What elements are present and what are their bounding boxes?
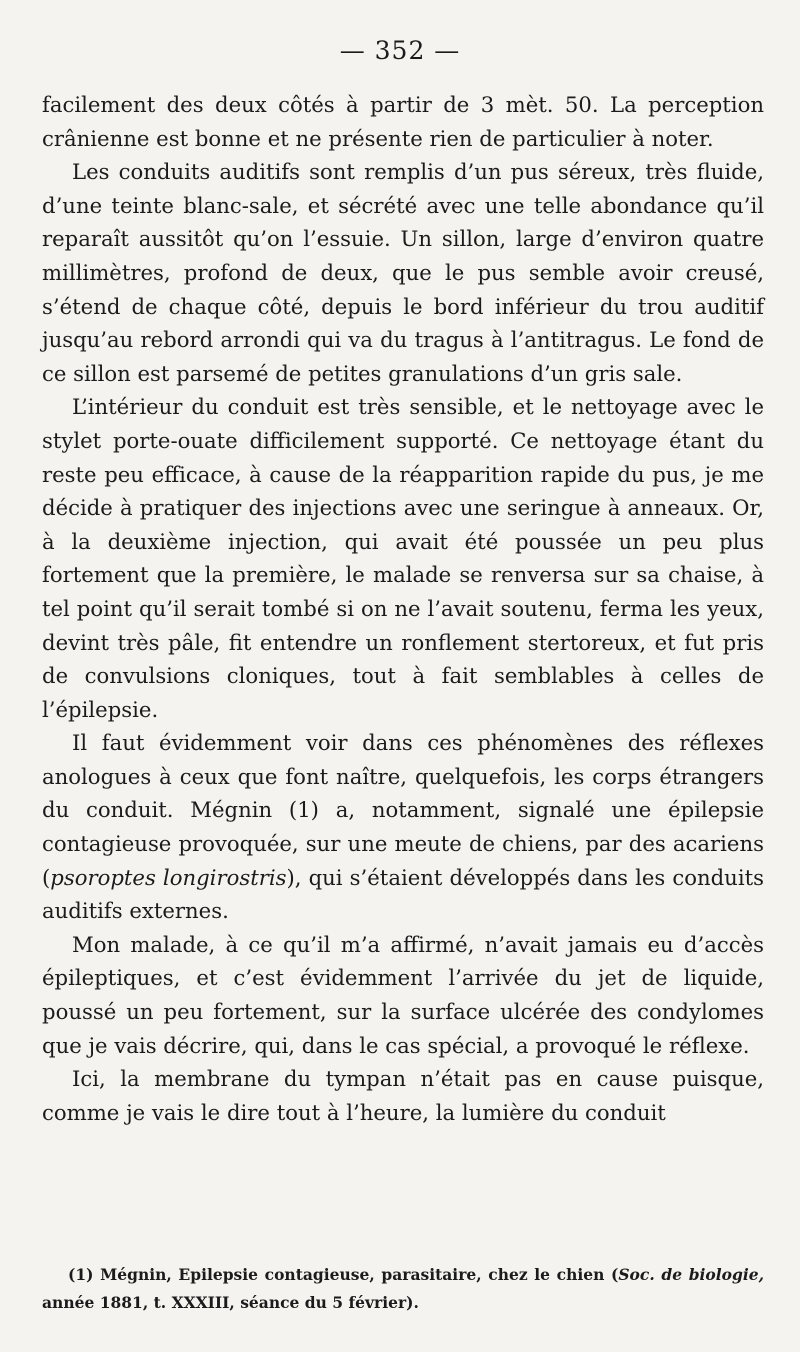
footnote	[42, 1261, 764, 1317]
paragraph-4	[42, 726, 764, 928]
paragraph-2: Les conduits auditifs sont remplis d’un pus séreux, très fluide, d’une teinte blanc-sale, et sécrété avec une telle abondance qu’il reparaît aussitôt qu’on l’essuie. Un sillon, large d’environ quatre millimètres, profond de deux, que le pus semble avoir creusé, s’étend de chaque côté, depuis le bord inférieur du trou auditif jusqu’au rebord arrondi qui va du tragus à l’antitragus. Le fond de ce sillon est parsemé de petites granulations d’un gris sale.	[42, 159, 764, 386]
paragraph-6: Ici, la membrane du tympan n’était pas en cause puisque, comme je vais le dire tout à l’heure, la lumière du conduit	[42, 1066, 764, 1125]
footnote-text-start: (1) Mégnin, Epilepsie contagieuse, parasitaire, chez le chien (	[68, 1265, 619, 1284]
footnote-text-end: année 1881, t. XXXIII, séance du 5 février).	[42, 1293, 419, 1312]
paragraph-4-text-end: ), qui s’étaient développés dans les conduits auditifs externes.	[42, 864, 764, 924]
paragraph-5: Mon malade, à ce qu’il m’a affirmé, n’avait jamais eu d’accès épileptiques, et c’est évidemment l’arrivée du jet de liquide, poussé un peu fortement, sur la surface ulcérée des condylomes que je vais décrire, qui, dans le cas spécial, a provoqué le réflexe.	[42, 931, 764, 1058]
page-number: — 352 —	[339, 36, 461, 65]
footnote-journal: Soc. de biologie,	[618, 1265, 764, 1284]
species-name: psoroptes longirostris	[50, 864, 287, 890]
paragraph-1: facilement des deux côtés à partir de 3 mèt. 50. La perception crânienne est bonne et ne présente rien de particulier à noter.	[42, 92, 764, 151]
paragraph-3: L’intérieur du conduit est très sensible, et le nettoyage avec le stylet porte-ouate difficilement supporté. Ce nettoyage étant du reste peu efficace, à cause de la réapparition rapide du pus, je me décide à pratiquer des injections avec une seringue à anneaux. Or, à la deuxième injection, qui avait été poussée un peu plus fortement que la première, le malade se renversa sur sa chaise, à tel point qu’il serait tombé si on ne l’avait soutenu, ferma les yeux, devint très pâle, fit entendre un ronflement stertoreux, et fut pris de convulsions cloniques, tout à fait semblables à celles de l’épilepsie.	[42, 394, 764, 722]
paragraph-4-text-start: Il faut évidemment voir dans ces phénomènes des réflexes anologues à ceux que font naître, quelquefois, les corps étrangers du conduit. Mégnin (1) a, notamment, signalé une épilepsie contagieuse provoquée, sur une meute de chiens, par des acariens (	[42, 730, 764, 890]
body-text	[42, 88, 764, 1129]
